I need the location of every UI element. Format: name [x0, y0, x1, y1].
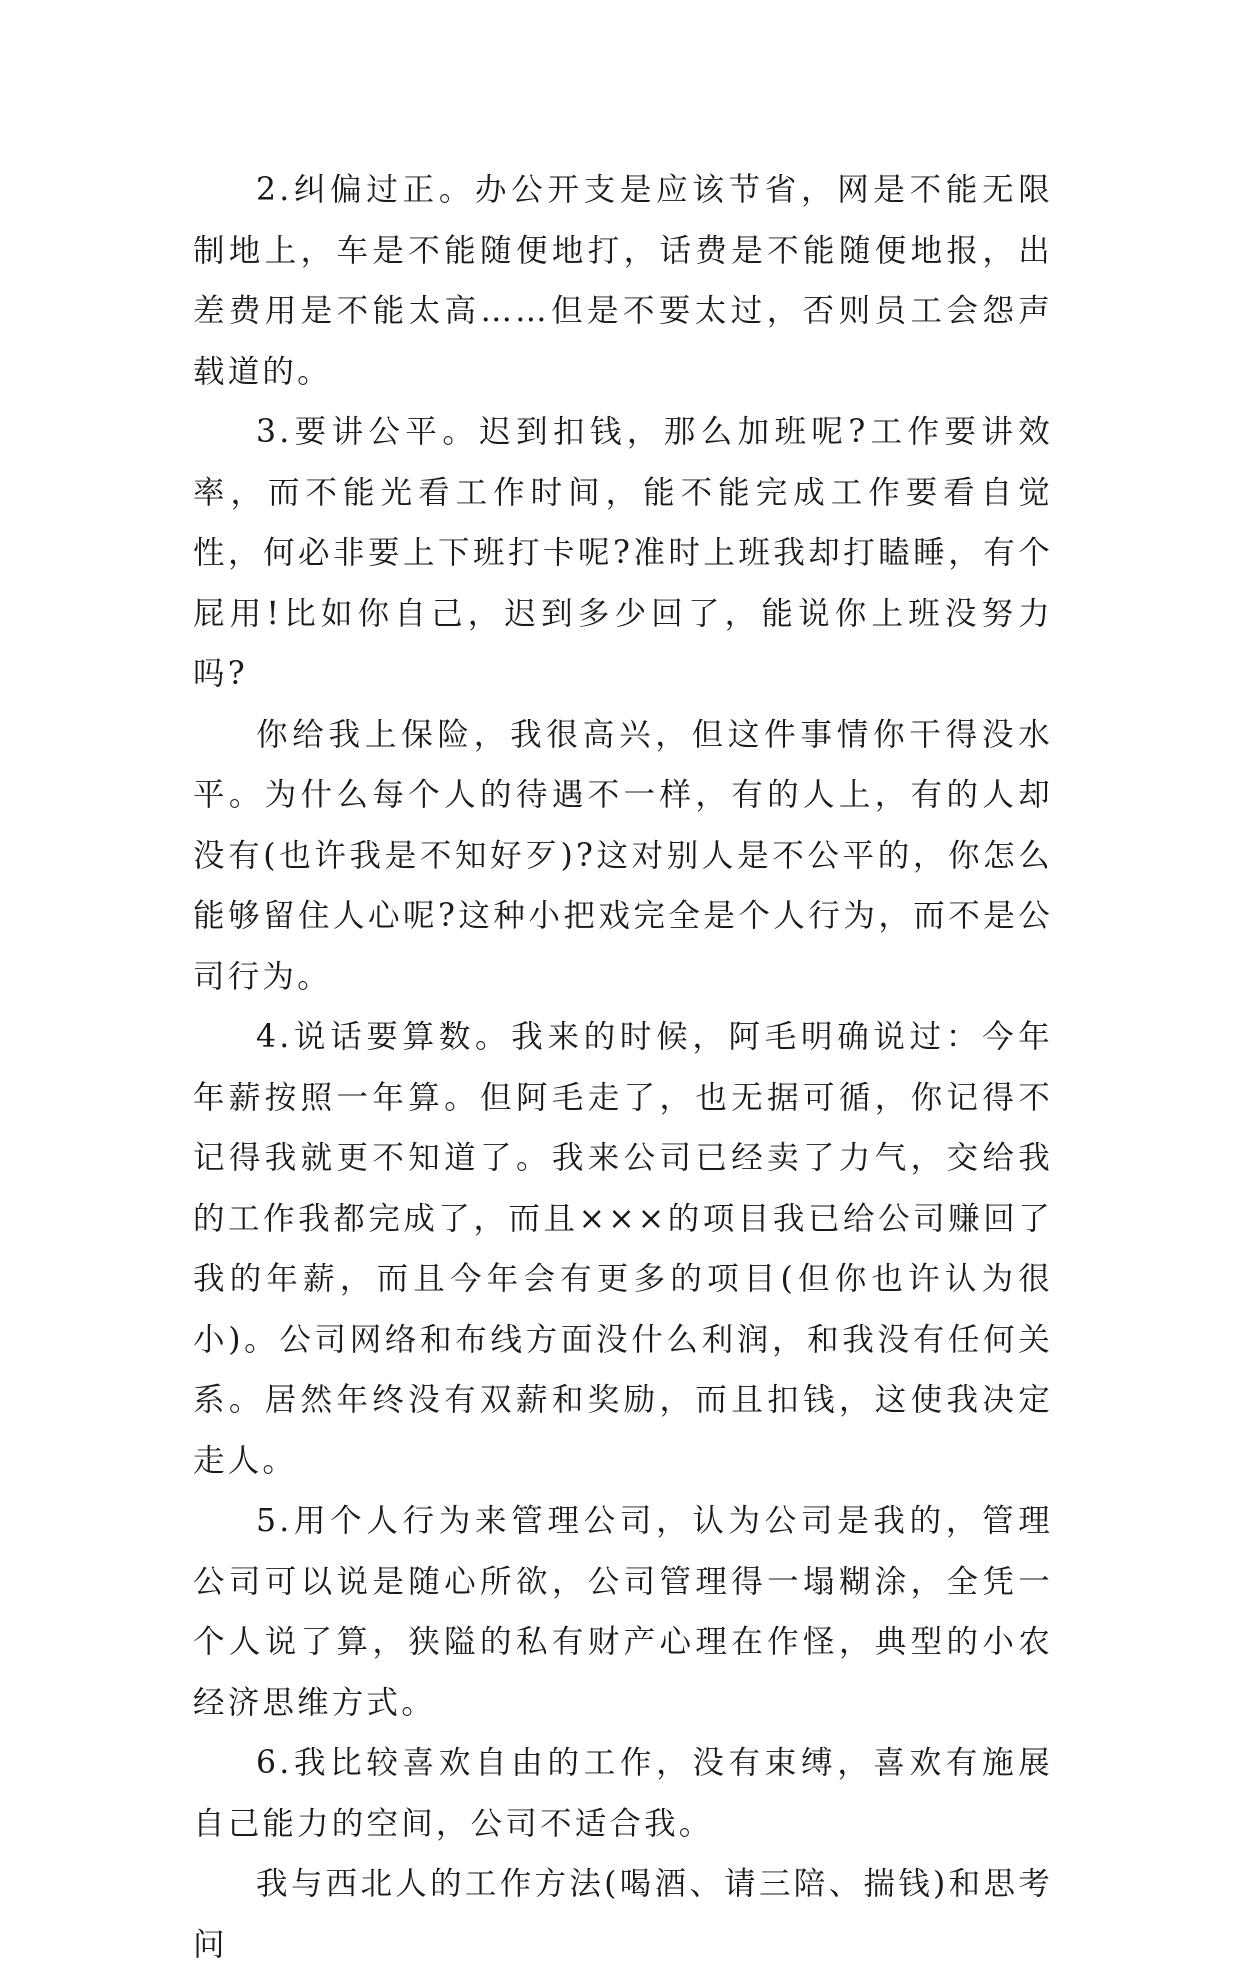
- paragraph-item-6-freedom: 6.我比较喜欢自由的工作，没有束缚，喜欢有施展自己能力的空间，公司不适合我。: [193, 1745, 1053, 1842]
- paragraph-item-4-keep-promises: 4.说话要算数。我来的时候，阿毛明确说过：今年年薪按照一年算。但阿毛走了，也无据可循，你记得不记得我就更不知道了。我来公司已经卖了力气，交给我的工作我都完成了，而且×××的项目我已给公司赚回了我的年薪，而且今年会有更多的项目(但你也许认为很小)。公司网络和布线方面没什么利润，和我没有任何关系。居然年终没有双薪和奖励，而且扣钱，这使我决定走人。: [193, 1019, 1053, 1479]
- paragraph-item-3-fairness: 3.要讲公平。迟到扣钱，那么加班呢?工作要讲效率，而不能光看工作时间，能不能完成工作要看自觉性，何必非要上下班打卡呢?准时上班我却打瞌睡，有个屁用!比如你自己，迟到多少回了，能说你上班没努力吗?: [193, 414, 1053, 692]
- paragraph-insurance: 你给我上保险，我很高兴，但这件事情你干得没水平。为什么每个人的待遇不一样，有的人上，有的人却没有(也许我是不知好歹)?这对别人是不公平的，你怎么能够留住人心呢?这种小把戏完全是个人行为，而不是公司行为。: [193, 716, 1054, 995]
- document-body: [193, 160, 1053, 1975]
- paragraph-item-2-overcorrection: 2.纠偏过正。办公开支是应该节省，网是不能无限制地上，车是不能随便地打，话费是不能随便地报，出差费用是不能太高……但是不要太过，否则员工会怨声载道的。: [193, 172, 1053, 390]
- paragraph-item-5-personal-management: 5.用个人行为来管理公司，认为公司是我的，管理公司可以说是随心所欲，公司管理得一塌糊涂，全凭一个人说了算，狭隘的私有财产心理在作怪，典型的小农经济思维方式。: [193, 1503, 1053, 1721]
- paragraph-work-methods: 我与西北人的工作方法(喝酒、请三陪、揣钱)和思考问: [193, 1866, 1053, 1963]
